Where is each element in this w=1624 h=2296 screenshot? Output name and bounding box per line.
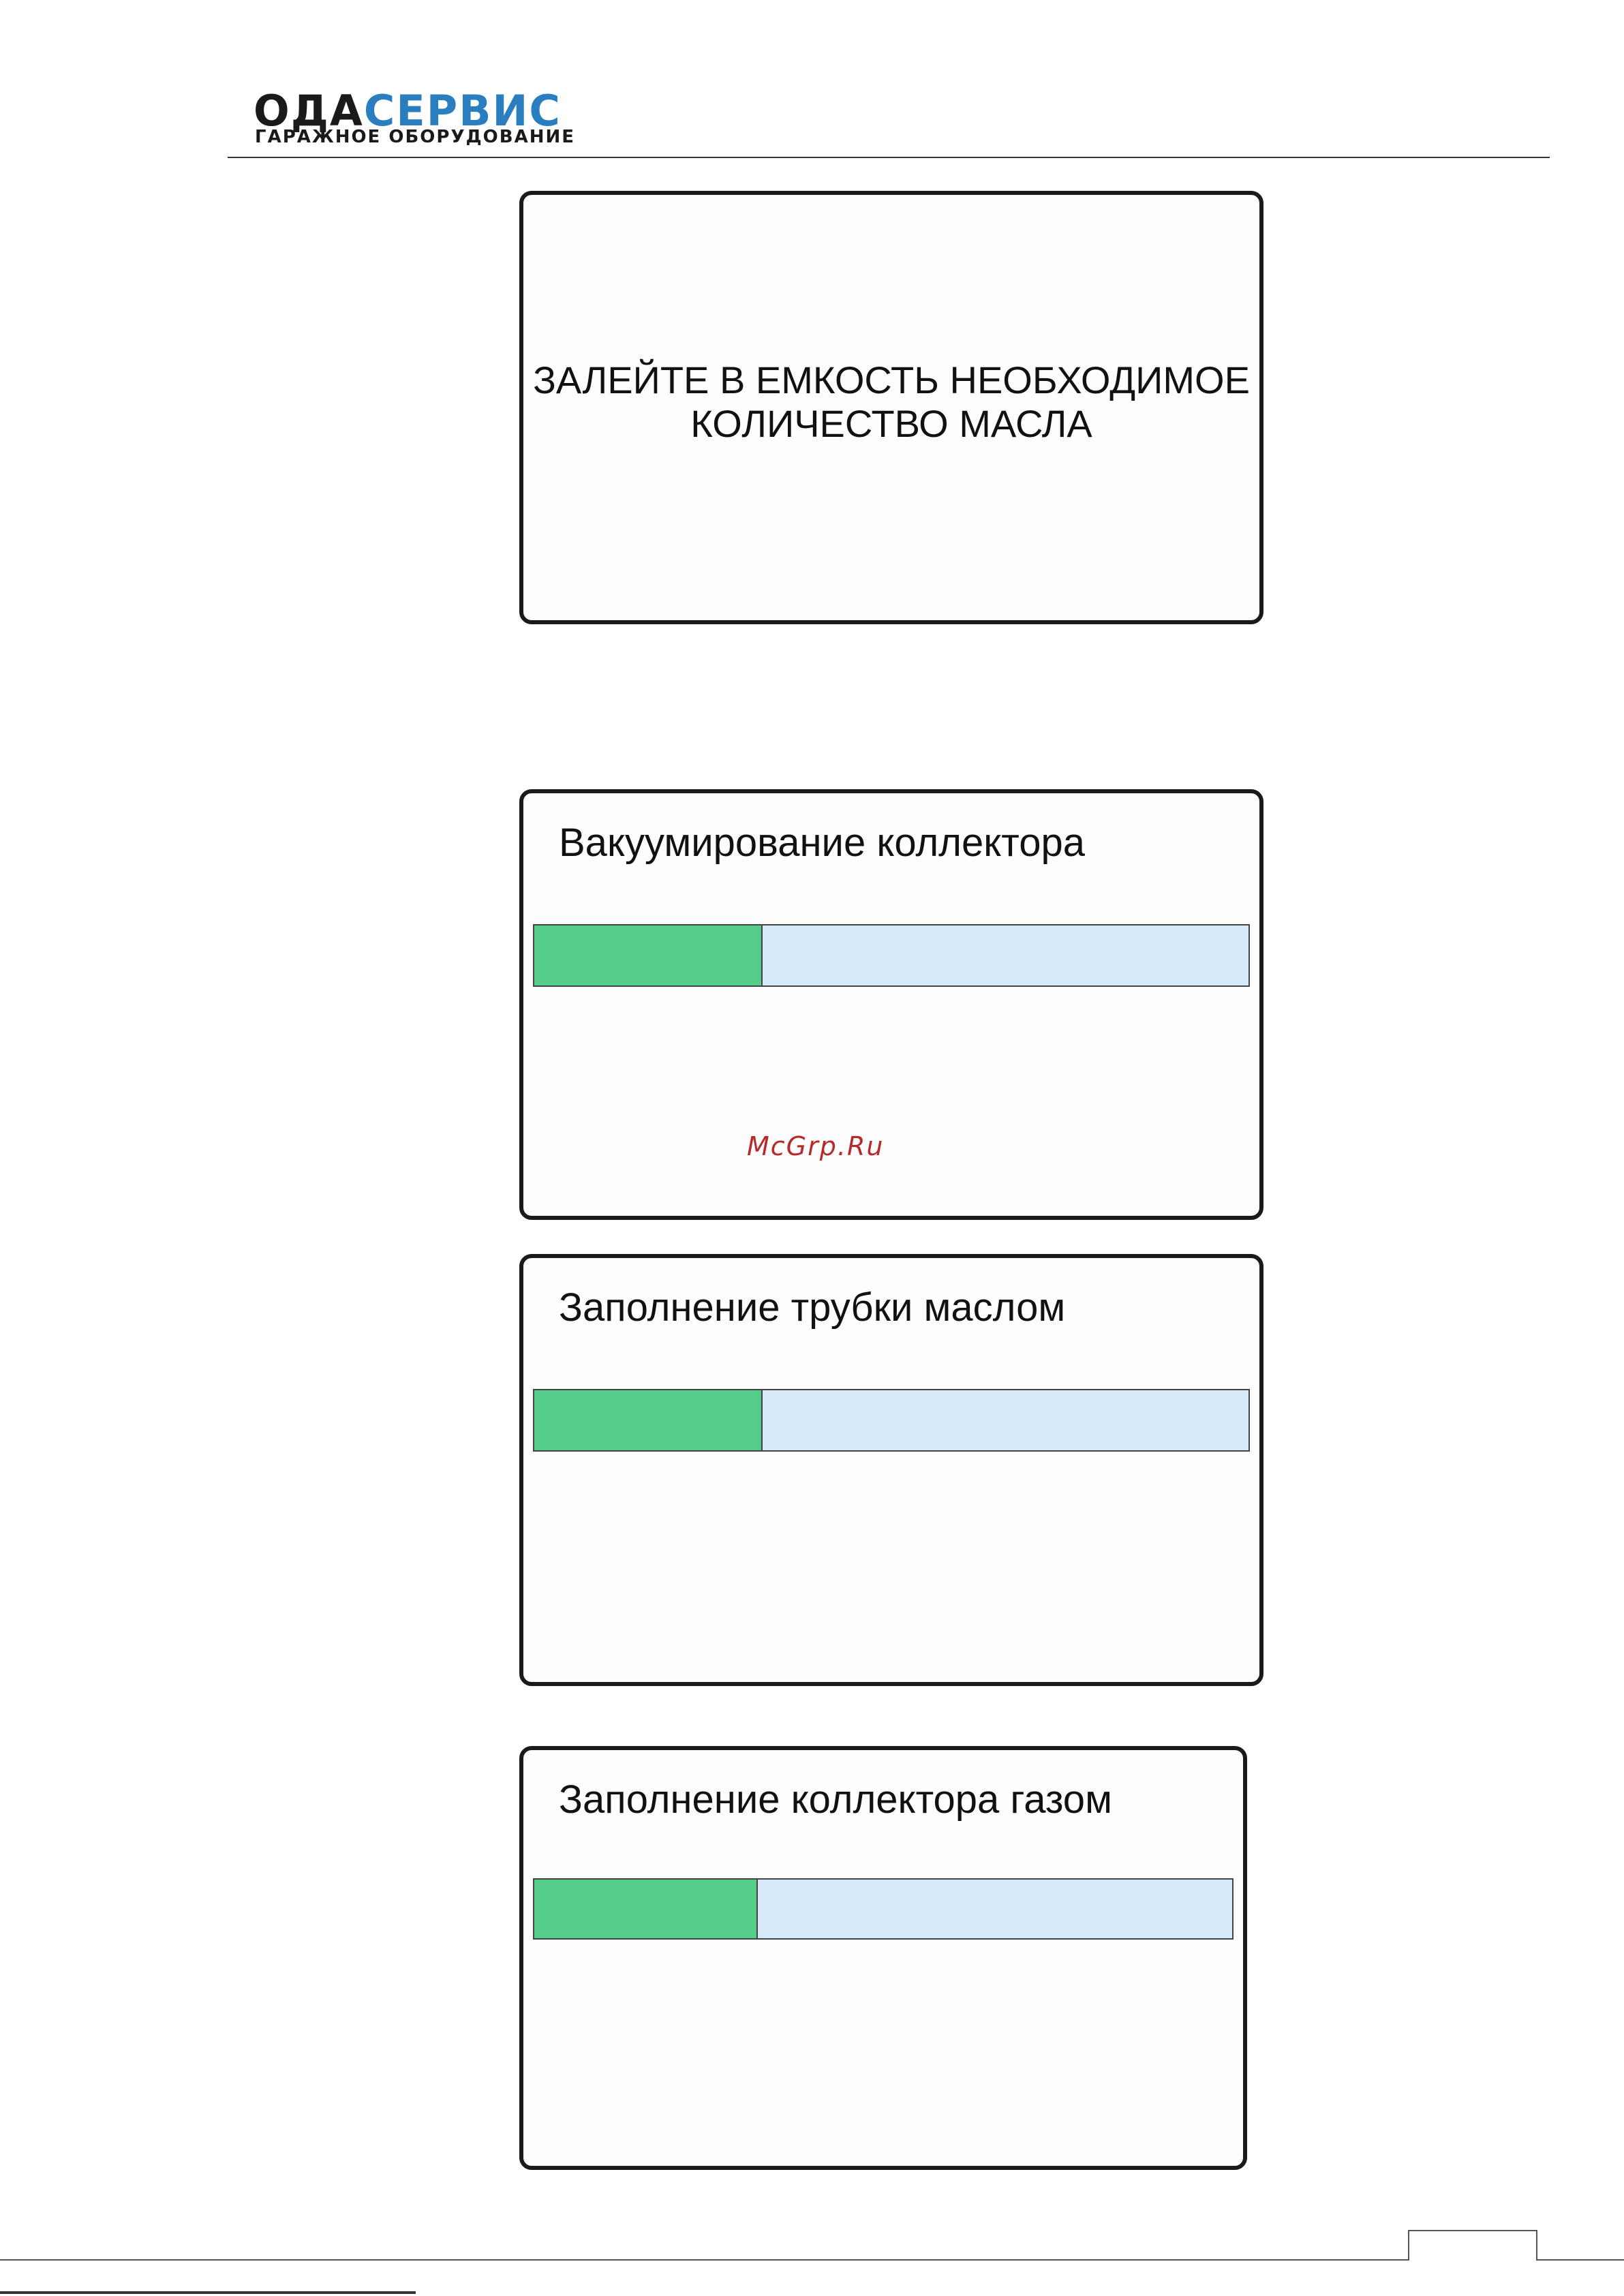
progress-fill bbox=[534, 925, 763, 985]
progress-fill bbox=[534, 1390, 763, 1450]
message-line-2: КОЛИЧЕСТВО МАСЛА bbox=[690, 402, 1092, 445]
page-number-tab bbox=[1408, 2230, 1537, 2261]
logo-subtitle: ГАРАЖНОЕ ОБОРУДОВАНИЕ bbox=[255, 127, 575, 147]
progress-fill bbox=[534, 1880, 758, 1938]
progress-screen-title: Вакуумирование коллектора bbox=[559, 821, 1085, 865]
footer-divider bbox=[0, 2259, 1411, 2261]
logo-word-blue: СЕРВИС bbox=[363, 86, 562, 136]
message-screen bbox=[519, 191, 1263, 624]
message-line-1: ЗАЛЕЙТЕ В ЕМКОСТЬ НЕОБХОДИМОЕ bbox=[533, 358, 1250, 401]
progress-screen-title: Заполнение трубки маслом bbox=[559, 1285, 1066, 1330]
header-divider bbox=[228, 157, 1550, 158]
company-logo bbox=[254, 87, 574, 155]
message-text bbox=[523, 358, 1259, 446]
footer-divider-right bbox=[1536, 2259, 1624, 2261]
watermark: McGrp.Ru bbox=[747, 1131, 885, 1161]
progress-screen-gas-fill bbox=[519, 1746, 1247, 2170]
progress-screen-vacuum bbox=[519, 789, 1263, 1220]
footer-bottom-rule bbox=[0, 2291, 416, 2294]
progress-bar bbox=[533, 1878, 1234, 1940]
progress-bar bbox=[533, 1389, 1250, 1452]
progress-screen-title: Заполнение коллектора газом bbox=[559, 1777, 1112, 1822]
logo-word-dark: ОДА bbox=[254, 86, 364, 136]
progress-screen-oil-fill bbox=[519, 1254, 1263, 1686]
progress-bar bbox=[533, 924, 1250, 987]
